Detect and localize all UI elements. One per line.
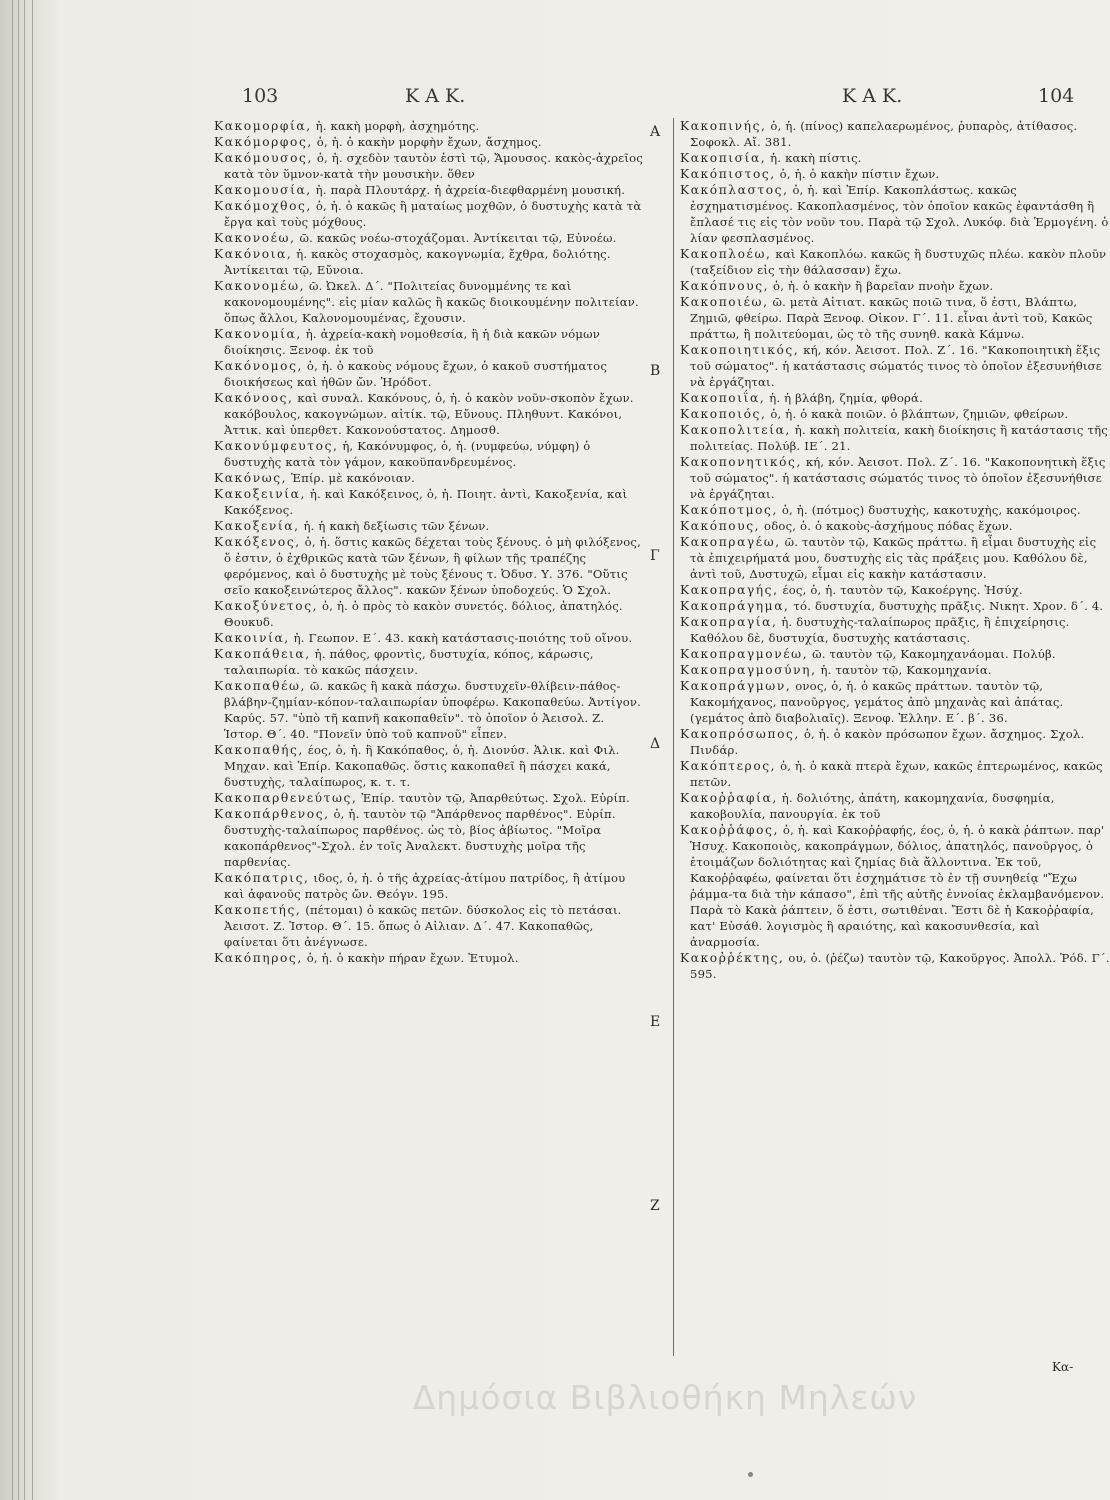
entry-headword: Κακόπους,	[680, 519, 761, 533]
entry-definition: Ἐπίρ. ταυτὸν τῷ, Ἀπαρθεύτως. Σχολ. Εὐρίπ.	[361, 791, 630, 805]
dictionary-entry	[214, 198, 644, 230]
entry-headword: Κακονομία,	[214, 327, 302, 341]
dictionary-entry	[680, 294, 1110, 342]
entry-definition: ἡ. κακὴ πολιτεία, κακὴ διοίκησις ἢ κατάστασις τῆς πολιτείας. Πολύβ. ΙΕ΄. 21.	[690, 423, 1108, 453]
dictionary-entry	[680, 726, 1110, 758]
entry-definition: κή, κόν. Ἀεισοτ. Πολ. Ζ΄. 16. "Κακοποιητικὴ ἕξις τοῦ σώματος". ἡ κατάστασις σώματός τινος τὸ ὁποῖον ἐξεσυνήθισε νὰ ἐργάζηται.	[690, 343, 1102, 389]
entry-definition: καὶ Κακοπλόω. κακῶς ἢ δυστυχῶς πλέω. κακὸν πλοῦν (ταξείδιον εἰς τὴν θάλασσαν) ἔχω.	[690, 247, 1107, 277]
entry-headword: Κακοπράγημα,	[680, 599, 790, 613]
dictionary-entry	[214, 534, 644, 598]
entry-headword: Κακοῤῥάφος,	[680, 823, 780, 837]
section-letters	[650, 118, 670, 1358]
dictionary-entry	[214, 118, 644, 134]
section-letter: Β	[650, 363, 661, 379]
entry-definition: ἡ. ἡ βλάβη, ζημία, φθορά.	[769, 391, 923, 405]
dictionary-entry	[680, 390, 1110, 406]
entry-headword: Κακονομέω,	[214, 279, 306, 293]
page-edge-lines	[8, 0, 48, 1500]
dictionary-entry	[680, 534, 1110, 582]
entry-headword: Κακοπολιτεία,	[680, 423, 791, 437]
dictionary-entry	[214, 438, 644, 470]
left-column	[214, 118, 644, 966]
entry-definition: ονος, ὁ, ἡ. ὁ κακῶς πράττων. ταυτὸν τῷ, Κακομήχανος, πανοῦργος, γεμάτος ἀπὸ μηχανὰς καὶ ἀπάτας. (γεμάτος ἀπὸ διαβολιαῖς). Ξενοφ. Ἑλλην. Ε΄. β΄. 36.	[690, 679, 1064, 725]
entry-headword: Κακόνως,	[214, 471, 288, 485]
section-letter: Δ	[650, 736, 661, 752]
entry-definition: ἡ. ταυτὸν τῷ, Κακομηχανία.	[820, 663, 992, 677]
dictionary-entry	[680, 454, 1110, 502]
dictionary-entry	[680, 582, 1110, 598]
entry-definition: ὁ, ἡ. ὁ κακὰ πτερὰ ἔχων, κακῶς ἐπτερωμένος, κακῶς πετῶν.	[690, 759, 1103, 789]
dictionary-entry	[680, 614, 1110, 646]
entry-definition: ῶ. ταυτὸν τῷ, Κακομηχανάομαι. Πολύβ.	[812, 647, 1056, 661]
entry-headword: Κακοπονητικός,	[680, 455, 802, 469]
entry-definition: ὁ, ἡ. ὅστις κακῶς δέχεται τοὺς ξένους. ὁ μὴ φιλόξενος, ὅ ἐστιν, ὁ ἐχθρικῶς κατὰ τῶν ξένων, ἢ φίλων τῆς τραπέζης φερόμενος, καὶ ὁ δυστυχὴς μὲ τοὺς ξένους τ. Ὀδυσ. Υ. 376. "Οὔτις σεῖο κακοξεινώτερος ἄλλος". κακῶν ξένων ὑποδοχεύς. Ὁ Σχολ.	[224, 535, 641, 597]
entry-headword: Κακόπλαστος,	[680, 183, 789, 197]
entry-headword: Κακόποτμος,	[680, 503, 778, 517]
entry-headword: Κακόνοια,	[214, 247, 293, 261]
section-letter: Γ	[650, 548, 660, 564]
entry-definition: ῶ. μετὰ Αἰτιατ. κακῶς ποιῶ τινα, ὅ ἐστι, Βλάπτω, Ζημιῶ, φθείρω. Παρὰ Ξενοφ. Οἰκον. Γ΄. 11. εἶναι ἀντὶ τοῦ, Κακῶς πράττω, ἢ πολιτεύομαι, ὡς τὸ τῆς συνηθ. κακὰ Κάμνω.	[690, 295, 1093, 341]
dictionary-entry	[214, 486, 644, 518]
entry-definition: ἡ. κακὸς στοχασμὸς, κακογνωμία, ἔχθρα, δολιότης. Ἀντίκειται τῷ, Εὔνοια.	[224, 247, 611, 277]
entry-definition: Ἐπίρ. μὲ κακόνοιαν.	[291, 471, 415, 485]
entry-headword: Κακοπραγμοσύνη,	[680, 663, 817, 677]
dictionary-entry	[680, 150, 1110, 166]
entry-headword: Κακονύμφευτος,	[214, 439, 339, 453]
dictionary-entry	[680, 342, 1110, 390]
entry-headword: Κακομουσία,	[214, 183, 312, 197]
dictionary-entry	[214, 278, 644, 326]
entry-definition: κή, κόν. Ἀεισοτ. Πολ. Ζ΄. 16. "Κακοπονητικὴ ἕξις τοῦ σώματος". ἡ κατάστασις σώματός τινος τὸ ὁποῖον ἐξεσυνήθισε νὰ ἐργάζηται.	[690, 455, 1106, 501]
entry-headword: Κακόμοχθος,	[214, 199, 312, 213]
entry-definition: ἡ. ἀχρεία-κακὴ νομοθεσία, ἢ ἡ διὰ κακῶν νόμων διοίκησις. Ξενοφ. ἐκ τοῦ	[224, 327, 601, 357]
entry-headword: Κακοῤῥέκτης,	[680, 951, 785, 965]
entry-headword: Κακόμορφος,	[214, 135, 313, 149]
dictionary-entry	[214, 182, 644, 198]
entry-definition: ὁ, ἡ. καὶ Κακοῤῥαφής, έος, ὁ, ἡ. ὁ κακὰ ῥάπτων. παρ' Ἡσυχ. Κακοποιὸς, κακοπράγμων, δόλιος, ἀπατηλός, πανοῦργος, ὁ ἑτοιμάζων δολιότητας καὶ ζημίας διὰ ἄλλοντινα. Ἐκ τοῦ, Κακοῤῥαφέω, φαίνεται ὅτι ἐσχημάτισε τὸ ἐν τῇ συνηθείᾳ "Ἔχω ῥάμμα-τα διὰ τὴν κάπασο", ἐπὶ τῆς αὐτῆς ἐννοίας ἐκλαμβανόμενον. Παρὰ τὸ Κακὰ ῥάπτειν, ὅ ἐστι, σωτιθέναι. Ἔστι δὲ ἡ Κακοῤῥαφία, κατ' Εὐσάθ. λογισμὸς ἢ αραιότης, καὶ κακοσυνθεσία, καὶ ἀναρμοσία.	[690, 823, 1105, 949]
entry-headword: Κακοπαρθενεύτως,	[214, 791, 358, 805]
entry-headword: Κακοπραγέω,	[680, 535, 781, 549]
dictionary-entry	[680, 790, 1110, 822]
entry-headword: Κακοπετής,	[214, 903, 302, 917]
dictionary-entry	[214, 902, 644, 950]
entry-definition: ῶ. κακῶς ἢ κακὰ πάσχω. δυστυχεῖν-θλίβειν-πάθος-βλάβην-ζημίαν-κόπον-ταλαιπωρίαν ὑποφέρω. Κακοπαθεύω. Ἀντίγον. Καρύς. 57. "ὑπὸ τῆ καπνῆ κακοπαθεῖν". τὸ ὁποῖον ὁ Ἀεισολ. Ζ. Ἱστορ. Θ΄. 40. "Πονεῖν ὑπὸ τοῦ καπνοῦ" εἶπεν.	[224, 679, 642, 741]
entry-definition: ὁ, ἡ. ὁ κακῶς ἢ ματαίως μοχθῶν, ὁ δυστυχὴς κατὰ τὰ ἔργα καὶ τοὺς μόχθους.	[224, 199, 642, 229]
dictionary-entry	[214, 358, 644, 390]
entry-definition: ὁ, ἡ. ὁ κακοὺς νόμους ἔχων, ὁ κακοῦ συστήματος διοικήσεως καὶ ἠθῶν ὤν. Ἡρόδοτ.	[224, 359, 608, 389]
running-header	[0, 85, 1110, 115]
dictionary-entry	[680, 246, 1110, 278]
dictionary-entry	[680, 758, 1110, 790]
entry-definition: ὁ, ἡ. ταυτὸν τῷ "Ἀπάρθενος παρθένος". Εὐρίπ. δυστυχὴς-ταλαίπωρος παρθένος. ὡς τὸ, βίος ἀβίωτος. "Μοῖρα κακοπάρθενος"-Σχολ. ἐν τοῖς Ἀναλεκτ. δυστυχὴς μοῖρα τῆς παρθενίας.	[224, 807, 616, 869]
entry-headword: Κακομορφία,	[214, 119, 312, 133]
dictionary-entry	[214, 646, 644, 678]
entry-headword: Κακοπινής,	[680, 119, 767, 133]
entry-headword: Κακόνομος,	[214, 359, 303, 373]
entry-definition: ὁ, ἡ. ὁ κακὴν πίστιν ἔχων.	[779, 167, 940, 181]
entry-definition: ἡ. δυστυχὴς-ταλαίπωρος πρᾶξις, ἢ ἐπιχείρησις. Καθόλου δὲ, δυστυχία, δυστυχὴς κατάστασις.	[690, 615, 1070, 645]
entry-definition: ὁ, ἡ. ὁ πρὸς τὸ κακὸν συνετός. δόλιος, ἀπατηλός. Θουκυδ.	[224, 599, 623, 629]
dictionary-entry	[214, 470, 644, 486]
entry-headword: Κακοινία,	[214, 631, 290, 645]
catchword: Κα-	[1052, 1360, 1074, 1374]
entry-definition: έος, ὁ, ἡ. ἢ Κακόπαθος, ὁ, ἡ. Διονύσ. Ἁλικ. καὶ Φιλ. Μηχαν. καὶ Ἐπίρ. Κακοπαθῶς. ὅστις κακοπαθεῖ ἢ πάσχει κακά, δυστυχὴς, ταλαίπωρος, κ. τ. τ.	[224, 743, 620, 789]
section-letter: Ζ	[650, 1198, 660, 1214]
entry-definition: ὁ, ἡ. (πότμος) δυστυχὴς, κακοτυχὴς, κακόμοιρος.	[781, 503, 1081, 517]
section-letter: Ε	[650, 1014, 661, 1030]
dictionary-entry	[214, 326, 644, 358]
entry-definition: ἡ. κακὴ μορφὴ, ἀσχημότης.	[315, 119, 480, 133]
entry-definition: ἡ, Κακόνυμφος, ὁ, ἡ. (νυμφεύω, νύμφη) ὁ δυστυχὴς κατὰ τὸν γάμον, κακοϋπανδρευμένος.	[224, 439, 591, 469]
entry-definition: ἡ. πάθος, φροντὶς, δυστυχία, κόπος, κάρωσις, ταλαιπωρία. τὸ κακῶς πάσχειν.	[224, 647, 594, 677]
dictionary-entry	[214, 246, 644, 278]
dictionary-entry	[680, 646, 1110, 662]
entry-headword: Κακοξεινία,	[214, 487, 306, 501]
running-head-left: Κ Α Κ.	[405, 85, 466, 107]
entry-definition: καὶ συναλ. Κακόνους, ὁ, ἡ. ὁ κακὸν νοῦν-σκοπὸν ἔχων. κακόβουλος, κακογνώμων. αἰτίκ. τῷ, Εὔνους. Πληθυντ. Κακόνοι, Ἀττικ. καὶ ὑπερθετ. Κακονούστατος. Δημοσθ.	[224, 391, 634, 437]
entry-definition: ὁ, ἡ. καὶ Ἐπίρ. Κακοπλάστως. κακῶς ἐσχηματισμένος. Κακοπλασμένος, τὸν ὁποῖον κακῶς ἐφαντάσθη ἢ ἔπλασέ τις εἰς τὸν νοῦν του. Παρὰ τῷ Σχολ. Λυκόφ. διὰ Ἑρμογένη. ὁ λίαν φεσπλασμένος.	[690, 183, 1109, 245]
entry-headword: Κακόπατρις,	[214, 871, 310, 885]
entry-headword: Κακόπτερος,	[680, 759, 777, 773]
entry-definition: ἡ. Γεωπον. Ε΄. 43. κακὴ κατάστασις-ποιότης τοῦ οἴνου.	[293, 631, 633, 645]
entry-headword: Κακοξύνετος,	[214, 599, 319, 613]
entry-definition: ὁ, ἡ. ὁ κακὸν πρόσωπον ἔχων. ἄσχημος. Σχολ. Πινδάρ.	[690, 727, 1085, 757]
dictionary-entry	[214, 678, 644, 742]
dictionary-entry	[680, 278, 1110, 294]
entry-headword: Κακοπράγμων,	[680, 679, 792, 693]
dictionary-entry	[214, 870, 644, 902]
entry-definition: ἡ. δολιότης, ἀπάτη, κακομηχανία, δυσφημία, κακοβουλία, πανουργία. ἐκ τοῦ	[690, 791, 1055, 821]
entry-definition: ὁ, ἡ. ὁ κακὴν μορφὴν ἔχων, ἄσχημος.	[316, 135, 542, 149]
ink-spot	[748, 1472, 753, 1477]
entry-headword: Κακοπραγία,	[680, 615, 778, 629]
dictionary-entry	[214, 518, 644, 534]
dictionary-entry	[680, 678, 1110, 726]
dictionary-entry	[214, 134, 644, 150]
entry-definition: ῶ. Ὠκελ. Δ΄. "Πολιτείας δυνομμένης τε καὶ κακονομουμένης". εἰς μίαν καλῶς ἢ κακῶς διοικουμένην πολιτείαν. ὅπως ἄλλοι, Καλονομουμένας, ἔχουσιν.	[224, 279, 639, 325]
dictionary-entry	[214, 150, 644, 182]
entry-definition: τό. δυστυχία, δυστυχὴς πρᾶξις. Νικητ. Χρον. δ΄. 4.	[793, 599, 1104, 613]
entry-definition: ὁ, ἡ. ὁ κακὴν πήραν ἔχων. Ἐτυμολ.	[306, 951, 519, 965]
dictionary-entry	[214, 598, 644, 630]
column-divider	[673, 118, 674, 1356]
entry-definition: (πέτομαι) ὁ κακῶς πετῶν. δύσκολος εἰς τὸ πετάσαι. Ἀεισοτ. Ζ. Ἱστορ. Θ΄. 15. ὅπως ὁ Αἰλιαν. Δ΄. 47. Κακοπαθῶς, φαίνεται ὅτι ἀνέγνωσε.	[224, 903, 622, 949]
dictionary-entry	[214, 790, 644, 806]
entry-definition: ου, ὁ. (ῥέζω) ταυτὸν τῷ, Κακοῦργος. Ἀπολλ. Ῥόδ. Γ΄. 595.	[690, 951, 1110, 981]
entry-definition: ῶ. κακῶς νοέω-στοχάζομαι. Ἀντίκειται τῷ, Εὐνοέω.	[299, 231, 617, 245]
dictionary-entry	[214, 390, 644, 438]
dictionary-entry	[214, 230, 644, 246]
dictionary-entry	[680, 118, 1110, 150]
dictionary-entry	[680, 518, 1110, 534]
dictionary-entry	[680, 502, 1110, 518]
entry-headword: Κακοπραγμονέω,	[680, 647, 809, 661]
entry-headword: Κακόμουσος,	[214, 151, 313, 165]
entry-definition: οδος, ὁ. ὁ κακοὺς-ἀσχήμους πόδας ἔχων.	[764, 519, 1013, 533]
dictionary-entry	[214, 630, 644, 646]
entry-definition: ῶ. ταυτὸν τῷ, Κακῶς πράττω. ἢ εἶμαι δυστυχὴς εἰς τὰ ἐπιχειρήματά μου, δυστυχὴς εἰς τὰς πράξεις μου. Καθόλου δὲ, ἀντὶ τοῦ, Δυστυχῶ, εἶμαι εἰς κακὴν κατάστασιν.	[690, 535, 1097, 581]
entry-headword: Κακοπαθής,	[214, 743, 304, 757]
entry-headword: Κακοπλοέω,	[680, 247, 772, 261]
entry-headword: Κακόξενος,	[214, 535, 301, 549]
running-head-right: Κ Α Κ.	[842, 85, 903, 107]
entry-headword: Κακόπηρος,	[214, 951, 303, 965]
entry-definition: ἡ. καὶ Κακόξεινος, ὁ, ἡ. Ποιητ. ἀντὶ, Κακοξενία, καὶ Κακόξενος.	[224, 487, 628, 517]
entry-headword: Κακοποιητικός,	[680, 343, 800, 357]
dictionary-entry	[214, 950, 644, 966]
entry-headword: Κακονοέω,	[214, 231, 296, 245]
entry-headword: Κακοξενία,	[214, 519, 300, 533]
library-watermark: Δημόσια Βιβλιοθήκη Μηλεών	[412, 1378, 918, 1417]
entry-headword: Κακοπάρθενος,	[214, 807, 330, 821]
entry-definition: ιδος, ὁ, ἡ. ὁ τῆς ἀχρείας-ἀτίμου πατρίδος, ἢ ἀτίμου καὶ ἀφανοῦς πατρὸς ὤν. Θεόγν. 195.	[224, 871, 626, 901]
entry-headword: Κακοποιέω,	[680, 295, 769, 309]
dictionary-entry	[680, 950, 1110, 982]
entry-headword: Κακοποιΐα,	[680, 391, 766, 405]
page-number-right: 104	[1038, 85, 1075, 107]
entry-headword: Κακοπαθέω,	[214, 679, 306, 693]
dictionary-entry	[680, 822, 1110, 950]
section-letter: Α	[650, 124, 661, 140]
page-number-left: 103	[242, 85, 279, 107]
dictionary-entry	[680, 598, 1110, 614]
entry-definition: ὁ, ἡ. σχεδὸν ταυτὸν ἐστὶ τῷ, Ἄμουσος. κακὸς-ἀχρεῖος κατὰ τὸν ὕμνον-κατὰ τὴν μουσικὴν. ὅθεν	[224, 151, 643, 181]
right-column	[680, 118, 1110, 982]
dictionary-entry	[680, 182, 1110, 246]
entry-definition: έος, ὁ, ἡ. ταυτὸν τῷ, Κακοέργης. Ἡσύχ.	[782, 583, 1023, 597]
dictionary-entry	[680, 662, 1110, 678]
entry-headword: Κακόπνους,	[680, 279, 770, 293]
entry-headword: Κακοπάθεια,	[214, 647, 311, 661]
dictionary-entry	[680, 166, 1110, 182]
entry-definition: ἡ. ἡ κακὴ δεξίωσις τῶν ξένων.	[303, 519, 490, 533]
entry-headword: Κακόπιστος,	[680, 167, 776, 181]
dictionary-entry	[214, 742, 644, 790]
dictionary-entry	[680, 406, 1110, 422]
entry-headword: Κακοπισία,	[680, 151, 767, 165]
entry-definition: ὁ, ἡ. (πίνος) καπελαερωμένος, ῥυπαρὸς, ἀτίθασος. Σοφοκλ. Αἴ. 381.	[690, 119, 1078, 149]
entry-headword: Κακοῤῥαφία,	[680, 791, 778, 805]
dictionary-entry	[680, 422, 1110, 454]
dictionary-entry	[214, 806, 644, 870]
entry-definition: ἡ. κακὴ πίστις.	[770, 151, 862, 165]
entry-headword: Κακοποιός,	[680, 407, 767, 421]
entry-headword: Κακόνοος,	[214, 391, 294, 405]
entry-headword: Κακοπρόσωπος,	[680, 727, 800, 741]
entry-headword: Κακοπραγής,	[680, 583, 779, 597]
entry-definition: ἡ. παρὰ Πλουτάρχ. ἡ ἀχρεία-διεφθαρμένη μουσική.	[315, 183, 626, 197]
entry-definition: ὁ, ἡ. ὁ κακὰ ποιῶν. ὁ βλάπτων, ζημιῶν, φθείρων.	[770, 407, 1069, 421]
entry-definition: ὁ, ἡ. ὁ κακὴν ἢ βαρεῖαν πνοὴν ἔχων.	[773, 279, 994, 293]
